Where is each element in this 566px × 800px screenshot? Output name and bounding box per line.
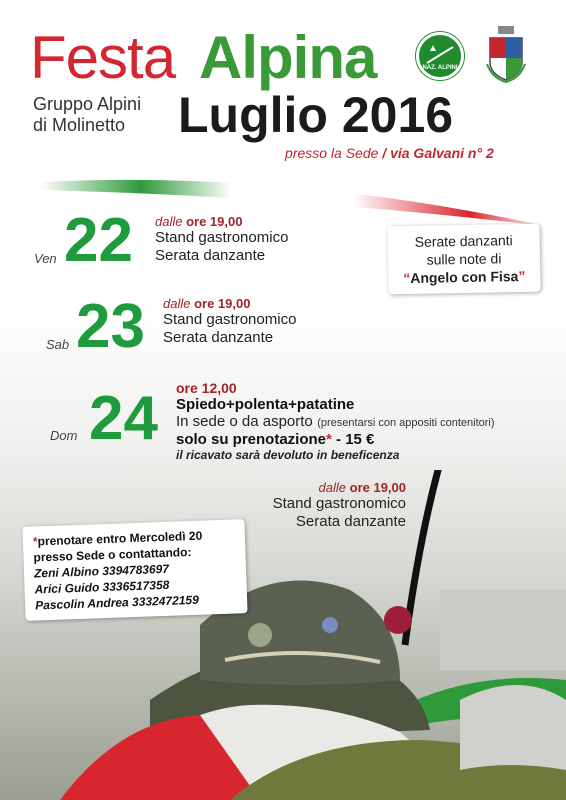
- quote-open: “: [403, 269, 411, 287]
- day24-takeaway: In sede o da asporto: [176, 413, 313, 430]
- day23-line1: Stand gastronomico: [163, 311, 297, 328]
- day24-menu: Spiedo+polenta+patatine: [176, 396, 355, 413]
- serate-artist: Angelo con Fisa: [410, 268, 519, 286]
- day24-evening-time: ore 19,00: [349, 480, 406, 495]
- day22-details: [155, 214, 288, 265]
- day23-time-label: dalle: [163, 296, 191, 311]
- note-line1: prenotare entro Mercoledì 20: [37, 528, 203, 549]
- day22-time: ore 19,00: [186, 214, 243, 229]
- day23-time: ore 19,00: [194, 296, 251, 311]
- contact-zeni: Zeni Albino 3394783697: [33, 561, 170, 581]
- day24-evening-label: dalle: [318, 480, 346, 495]
- day22-line1: Stand gastronomico: [155, 229, 289, 246]
- location: [285, 145, 494, 161]
- day23-name: Sab: [46, 337, 70, 352]
- ana-logo-text: NAZ. ALPINI: [422, 65, 458, 71]
- day24-details: [176, 380, 495, 462]
- day24-booking-star: *: [326, 431, 332, 448]
- location-prefix: presso la Sede: [285, 145, 379, 161]
- day23-details: [163, 296, 296, 347]
- contact-pascolin: Pascolin Andrea 3332472159: [34, 592, 199, 613]
- title-date: Luglio 2016: [178, 87, 454, 143]
- organizer: [33, 94, 141, 136]
- location-address: via Galvani n° 2: [390, 145, 494, 161]
- title-festa: Festa: [30, 24, 176, 91]
- day24-booking: solo su prenotazione: [176, 431, 327, 448]
- day22-time-label: dalle: [155, 214, 183, 229]
- day23-number: 23: [76, 292, 145, 361]
- day24-charity: il ricavato sarà devoluto in beneficenza: [176, 448, 400, 462]
- day22-name: Ven: [34, 251, 57, 266]
- day24-takeaway-note: (presentarsi con appositi contenitori): [317, 417, 495, 429]
- day24-evening-line1: Stand gastronomico: [272, 495, 406, 512]
- serate-note: [387, 224, 540, 295]
- note-star: *: [32, 534, 38, 549]
- day24-price: - 15 €: [331, 431, 375, 448]
- day22-number: 22: [64, 206, 133, 275]
- day23-line2: Serata danzante: [163, 329, 274, 346]
- serate-line2: sulle note di: [426, 250, 502, 268]
- day24-evening: [264, 480, 406, 531]
- organizer-line2: di Molinetto: [33, 115, 126, 135]
- serate-line1: Serate danzanti: [414, 232, 513, 250]
- day24-name: Dom: [50, 428, 78, 443]
- day22-line2: Serata danzante: [155, 247, 266, 264]
- organizer-line1: Gruppo Alpini: [33, 94, 142, 114]
- booking-note: [22, 519, 247, 621]
- ana-logo-icon: [416, 32, 464, 80]
- day24-number: 24: [89, 384, 158, 453]
- location-sep: /: [378, 145, 391, 161]
- day24-evening-line2: Serata danzante: [295, 513, 406, 530]
- title-alpina: Alpina: [199, 24, 377, 91]
- note-line2: presso Sede o contattando:: [33, 545, 192, 565]
- day24-time: ore 12,00: [176, 380, 237, 396]
- quote-close: ”: [518, 267, 526, 285]
- contact-arici: Arici Guido 3336517358: [34, 577, 170, 597]
- town-crest-icon: [484, 24, 528, 84]
